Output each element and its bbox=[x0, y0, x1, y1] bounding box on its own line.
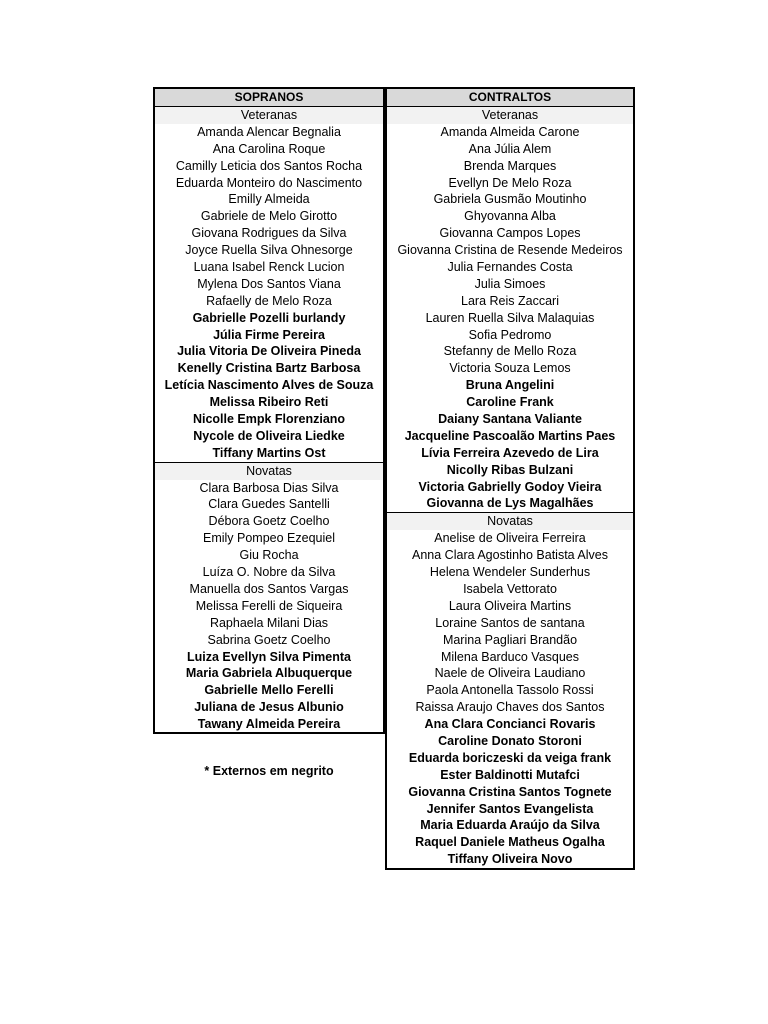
name-row: Tiffany Martins Ost bbox=[212, 445, 326, 460]
name-row: Caroline Frank bbox=[466, 395, 554, 410]
name-row: Nicolly Ribas Bulzani bbox=[446, 462, 574, 477]
contraltos-veteranas-list bbox=[387, 124, 633, 512]
name-row: Amanda Almeida Carone bbox=[440, 124, 580, 139]
name-row: Giovanna Campos Lopes bbox=[439, 226, 581, 241]
name-row: Ana Carolina Roque bbox=[212, 141, 326, 156]
sopranos-veteranas-label: Veteranas bbox=[155, 107, 383, 124]
name-row: Ana Clara Concianci Rovaris bbox=[424, 717, 596, 732]
name-row: Eduarda Monteiro do Nascimento bbox=[175, 175, 363, 190]
name-row: Mylena Dos Santos Viana bbox=[197, 276, 341, 291]
name-row: Juliana de Jesus Albunio bbox=[194, 700, 344, 715]
name-row: Victoria Gabrielly Godoy Vieira bbox=[418, 479, 602, 494]
name-row: Bruna Angelini bbox=[465, 378, 555, 393]
name-row: Emilly Almeida bbox=[228, 192, 310, 207]
name-row: Luiza Evellyn Silva Pimenta bbox=[187, 649, 351, 664]
name-row: Joyce Ruella Silva Ohnesorge bbox=[185, 243, 353, 258]
name-row: Daiany Santana Valiante bbox=[438, 412, 582, 427]
name-row: Melissa Ribeiro Reti bbox=[209, 395, 329, 410]
name-row: Caroline Donato Storoni bbox=[438, 733, 582, 748]
name-row: Paola Antonella Tassolo Rossi bbox=[426, 683, 594, 698]
name-row: Julia Fernandes Costa bbox=[447, 260, 573, 275]
name-row: Isabela Vettorato bbox=[463, 581, 557, 596]
name-row: Lauren Ruella Silva Malaquias bbox=[425, 310, 595, 325]
name-row: Lívia Ferreira Azevedo de Lira bbox=[421, 445, 599, 460]
name-row: Manuella dos Santos Vargas bbox=[189, 581, 349, 596]
name-row: Jacqueline Pascoalão Martins Paes bbox=[404, 428, 616, 443]
sopranos-column bbox=[153, 87, 385, 734]
name-row: Gabrielle Pozelli burlandy bbox=[192, 310, 346, 325]
name-row: Giu Rocha bbox=[239, 548, 299, 563]
name-row: Ghyovanna Alba bbox=[464, 209, 556, 224]
name-row: Raphaela Milani Dias bbox=[209, 615, 329, 630]
name-row: Gabrielle Mello Ferelli bbox=[204, 683, 334, 698]
name-row: Sabrina Goetz Coelho bbox=[207, 632, 331, 647]
name-row: Anelise de Oliveira Ferreira bbox=[434, 531, 586, 546]
name-row: Naele de Oliveira Laudiano bbox=[434, 666, 586, 681]
name-row: Melissa Ferelli de Siqueira bbox=[195, 598, 343, 613]
name-row: Laura Oliveira Martins bbox=[448, 598, 572, 613]
contraltos-veteranas-label: Veteranas bbox=[387, 107, 633, 124]
sopranos-novatas-list bbox=[155, 480, 383, 733]
name-row: Luana Isabel Renck Lucion bbox=[193, 260, 345, 275]
name-row: Evellyn De Melo Roza bbox=[448, 175, 572, 190]
name-row: Gabriele de Melo Girotto bbox=[200, 209, 338, 224]
name-row: Milena Barduco Vasques bbox=[440, 649, 580, 664]
name-row: Ana Júlia Alem bbox=[468, 141, 552, 156]
name-row: Giovanna Cristina de Resende Medeiros bbox=[397, 243, 623, 258]
name-row: Júlia Firme Pereira bbox=[213, 327, 325, 342]
name-row: Gabriela Gusmão Moutinho bbox=[433, 192, 587, 207]
name-row: Helena Wendeler Sunderhus bbox=[429, 565, 591, 580]
name-row: Sofia Pedromo bbox=[468, 327, 552, 342]
name-row: Emily Pompeo Ezequiel bbox=[202, 531, 335, 546]
name-row: Letícia Nascimento Alves de Souza bbox=[164, 378, 374, 393]
name-row: Jennifer Santos Evangelista bbox=[426, 801, 594, 816]
name-row: Rafaelly de Melo Roza bbox=[206, 293, 332, 308]
name-row: Tawany Almeida Pereira bbox=[197, 717, 341, 732]
name-row: Loraine Santos de santana bbox=[435, 615, 585, 630]
footnote: * Externos em negrito bbox=[204, 764, 334, 778]
name-row: Eduarda boriczeski da veiga frank bbox=[408, 750, 612, 765]
name-row: Kenelly Cristina Bartz Barbosa bbox=[177, 361, 361, 376]
sopranos-novatas-label: Novatas bbox=[155, 462, 383, 480]
contraltos-novatas-label: Novatas bbox=[387, 512, 633, 530]
name-row: Victoria Souza Lemos bbox=[449, 361, 571, 376]
name-row: Giovana Rodrigues da Silva bbox=[191, 226, 347, 241]
contraltos-column bbox=[385, 87, 635, 870]
name-row: Luíza O. Nobre da Silva bbox=[202, 565, 336, 580]
name-row: Maria Eduarda Araújo da Silva bbox=[420, 818, 600, 833]
name-row: Clara Barbosa Dias Silva bbox=[199, 480, 339, 495]
sopranos-veteranas-list bbox=[155, 124, 383, 462]
name-row: Marina Pagliari Brandão bbox=[442, 632, 578, 647]
name-row: Nycole de Oliveira Liedke bbox=[193, 428, 345, 443]
name-row: Lara Reis Zaccari bbox=[461, 293, 559, 308]
name-row: Julia Simoes bbox=[474, 276, 546, 291]
name-row: Clara Guedes Santelli bbox=[208, 497, 330, 512]
contraltos-header: CONTRALTOS bbox=[387, 89, 633, 107]
name-row: Camilly Leticia dos Santos Rocha bbox=[175, 158, 363, 173]
name-row: Raissa Araujo Chaves dos Santos bbox=[415, 700, 605, 715]
name-row: Nicolle Empk Florenziano bbox=[192, 412, 346, 427]
name-row: Anna Clara Agostinho Batista Alves bbox=[412, 548, 608, 563]
name-row: Giovanna Cristina Santos Tognete bbox=[408, 784, 612, 799]
name-row: Amanda Alencar Begnalia bbox=[197, 124, 341, 139]
name-row: Julia Vitoria De Oliveira Pineda bbox=[177, 344, 361, 359]
name-row: Tiffany Oliveira Novo bbox=[447, 852, 573, 867]
name-row: Brenda Marques bbox=[463, 158, 557, 173]
sopranos-header: SOPRANOS bbox=[155, 89, 383, 107]
name-row: Giovanna de Lys Magalhães bbox=[426, 496, 594, 511]
contraltos-novatas-list bbox=[387, 530, 633, 868]
name-row: Ester Baldinotti Mutafci bbox=[440, 767, 580, 782]
name-row: Maria Gabriela Albuquerque bbox=[185, 666, 353, 681]
name-row: Raquel Daniele Matheus Ogalha bbox=[415, 835, 605, 850]
name-row: Débora Goetz Coelho bbox=[208, 514, 330, 529]
name-row: Stefanny de Mello Roza bbox=[443, 344, 577, 359]
